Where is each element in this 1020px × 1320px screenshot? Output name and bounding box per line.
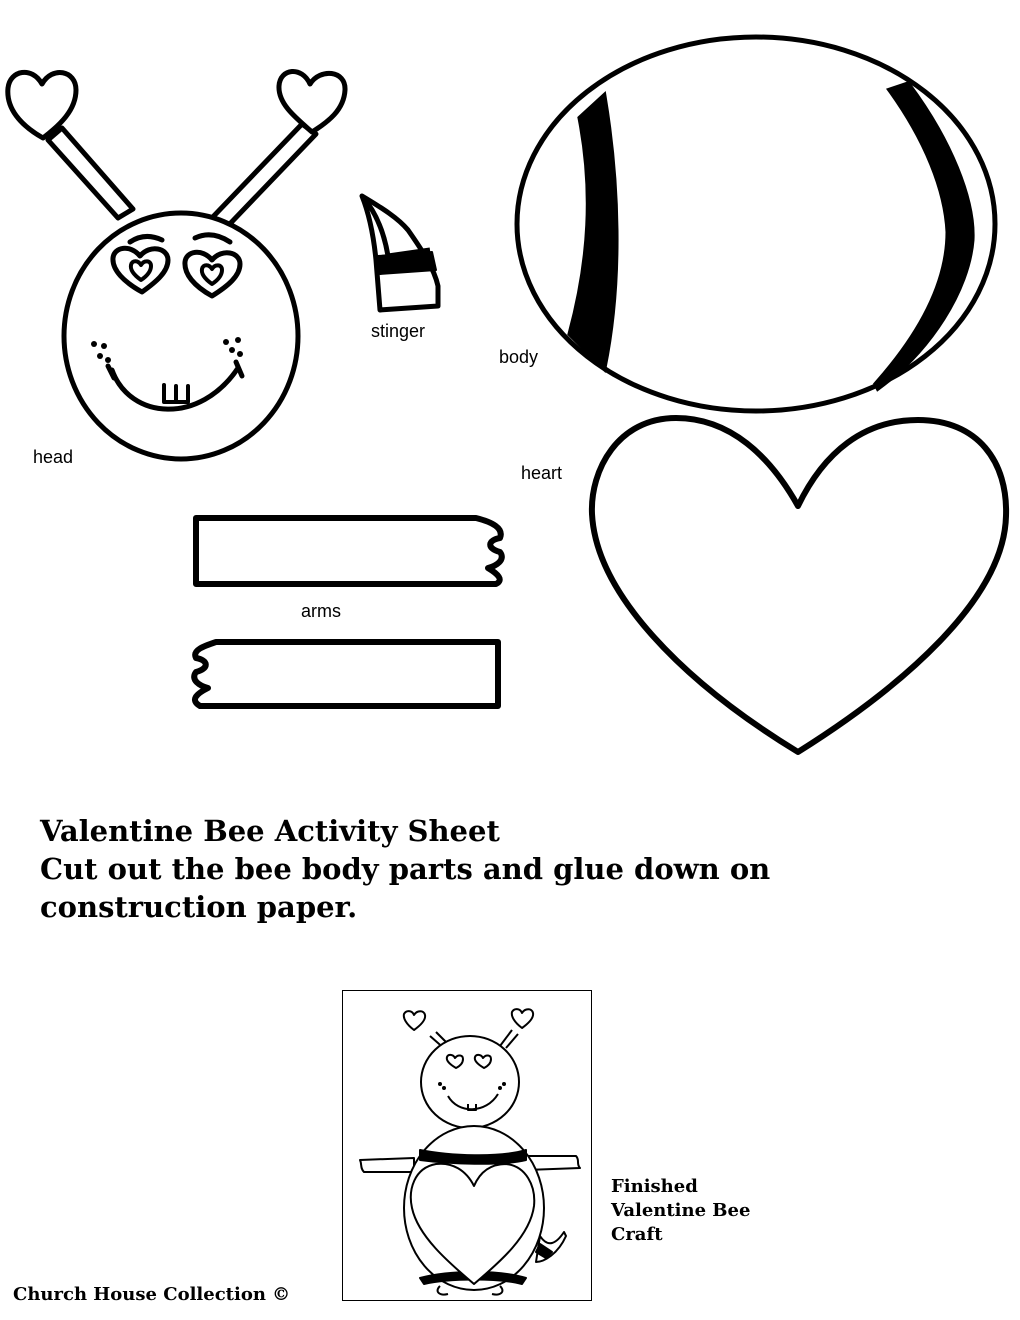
bee-head-cutout[interactable] xyxy=(8,71,345,459)
label-stinger: stinger xyxy=(371,321,426,341)
finished-caption xyxy=(611,1175,750,1247)
finished-line-1: Finished xyxy=(611,1176,698,1197)
arm-cutout-top[interactable] xyxy=(196,518,502,584)
finished-line-2: Valentine Bee xyxy=(611,1200,751,1221)
bee-body-cutout[interactable] xyxy=(517,37,995,411)
label-body: body xyxy=(499,347,539,367)
head-circle xyxy=(64,213,298,459)
stinger-cutout[interactable] xyxy=(362,196,438,310)
label-head: head xyxy=(33,447,74,467)
title-line-1: Valentine Bee Activity Sheet xyxy=(40,814,500,848)
finished-line-3: Craft xyxy=(611,1224,663,1245)
label-arms: arms xyxy=(301,601,341,621)
title-line-3: construction paper. xyxy=(40,890,358,924)
finished-craft-frame xyxy=(342,990,592,1301)
antenna-right xyxy=(208,71,345,230)
copyright: Church House Collection © xyxy=(13,1284,291,1305)
antenna-left xyxy=(8,72,133,218)
arm-cutout-bottom[interactable] xyxy=(194,642,498,706)
heart-cutout[interactable] xyxy=(592,418,1006,752)
activity-instructions xyxy=(40,812,840,926)
label-heart: heart xyxy=(521,463,563,483)
title-line-2: Cut out the bee body parts and glue down on xyxy=(40,852,771,886)
